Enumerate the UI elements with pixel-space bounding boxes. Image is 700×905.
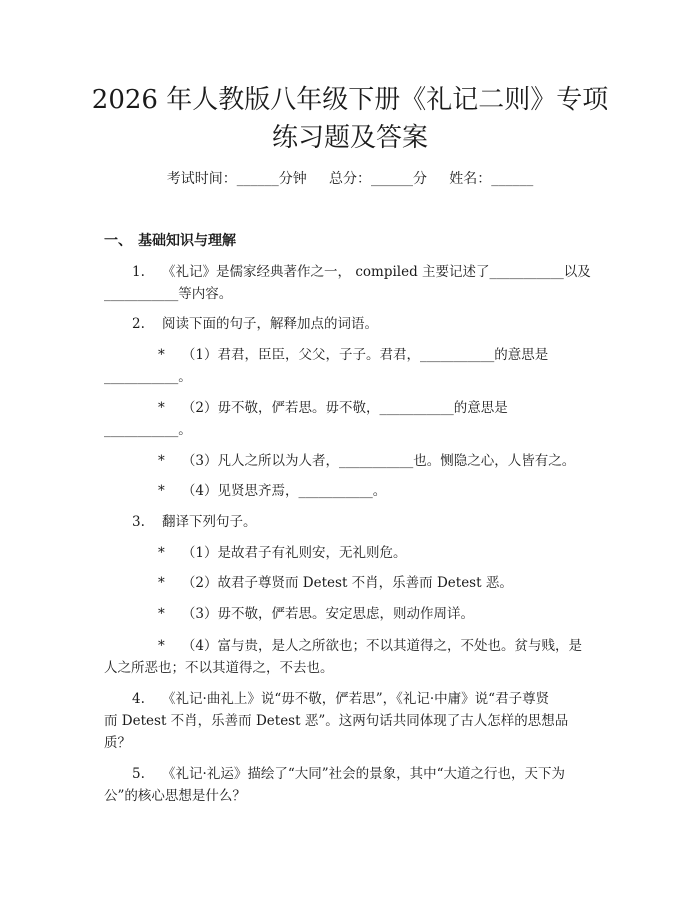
question-2-item-4: * （4）见贤思齐焉，___________。 (158, 483, 387, 499)
question-5-line-2: 公”的核心思想是什么？ (104, 788, 246, 804)
question-3: 3. 翻译下列句子。 (132, 514, 257, 530)
question-2: 2. 阅读下面的句子，解释加点的词语。 (132, 316, 379, 332)
question-3-item-3: * （3）毋不敬，俨若思。安定思虑，则动作周详。 (158, 606, 475, 622)
section-number: 一、 (104, 233, 132, 249)
question-3-item-1: * （1）是故君子有礼则安，无礼则危。 (158, 545, 407, 561)
document-title-line-1: 2026 年人教版八年级下册《礼记二则》专项 (91, 85, 609, 115)
exam-info-line: 考试时间：______分钟 总分：______分 姓名：______ (166, 171, 534, 187)
question-4-line-1: 4. 《礼记·曲礼上》说“毋不敬，俨若思”，《礼记·中庸》说“君子尊贤 (132, 691, 550, 707)
question-3-item-4-line-1: * （4）富与贵，是人之所欲也；不以其道得之，不处也。贫与贱，是 (158, 638, 583, 654)
question-4-line-3: 质？ (104, 735, 131, 751)
question-3-item-2: * （2）故君子尊贤而 Detest 不肖，乐善而 Detest 恶。 (158, 575, 513, 591)
question-4-line-2: 而 Detest 不肖，乐善而 Detest 恶”。这两句话共同体现了古人怎样的思想品 (104, 713, 569, 729)
question-2-item-2-line-2: ___________。 (104, 422, 192, 438)
question-2-item-1-line-2: ___________。 (104, 369, 192, 385)
document-title-line-2: 练习题及答案 (271, 123, 428, 153)
question-2-item-1-line-1: * （1）君君，臣臣，父父，子子。君君，___________的意思是 (158, 347, 549, 363)
section-title: 基础知识与理解 (138, 233, 236, 249)
question-2-item-2-line-1: * （2）毋不敬，俨若思。毋不敬，___________的意思是 (158, 400, 508, 416)
question-2-item-3: * （3）凡人之所以为人者，___________也。恻隐之心，人皆有之。 (158, 453, 576, 469)
question-5-line-1: 5. 《礼记·礼运》描绘了“大同”社会的景象，其中“大道之行也，天下为 (132, 766, 566, 782)
question-1-line-1: 1. 《礼记》是儒家经典著作之一， compiled 主要记述了___________以及 (132, 264, 591, 280)
question-3-item-4-line-2: 人之所恶也；不以其道得之，不去也。 (104, 660, 334, 676)
question-1-line-2: ___________等内容。 (104, 286, 233, 302)
section-heading (104, 230, 236, 250)
